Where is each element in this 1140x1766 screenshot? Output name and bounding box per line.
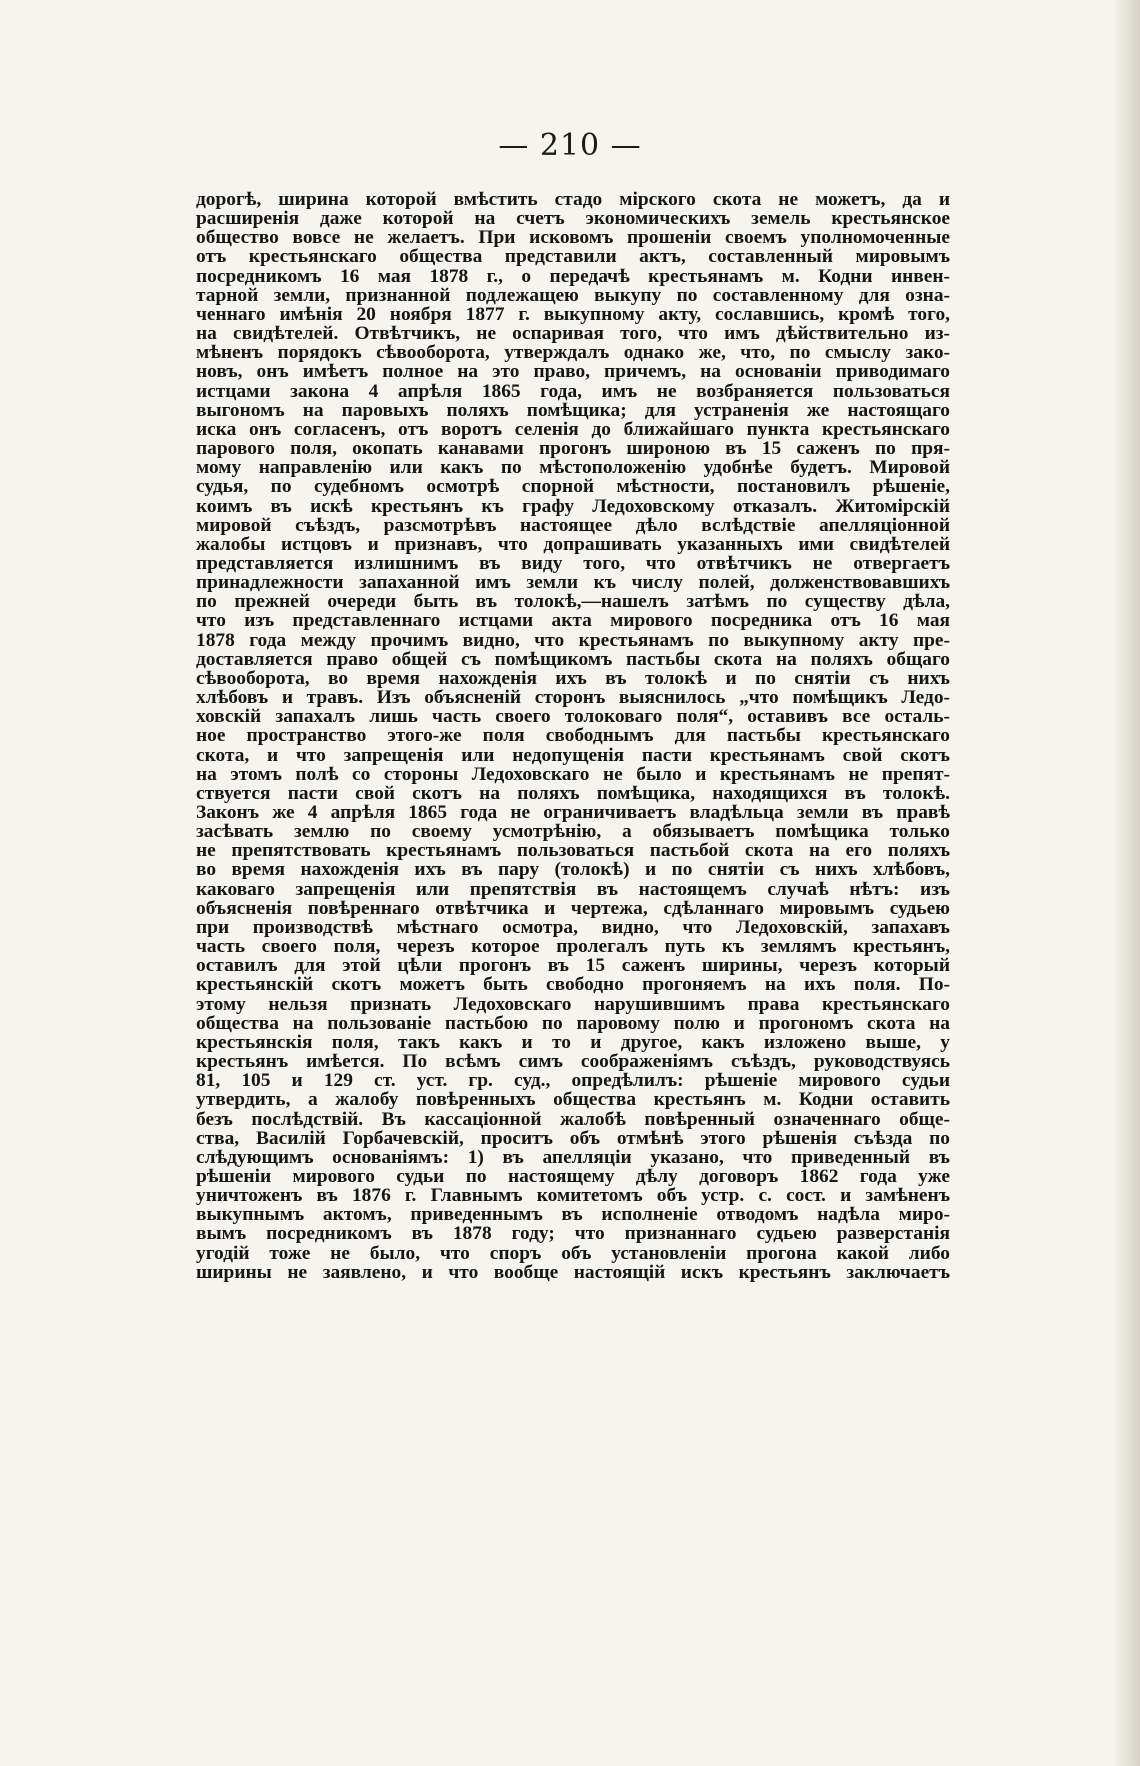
text-line: на свидѣтелей. Отвѣтчикъ, не оспаривая того, что имъ дѣйствительно из- xyxy=(196,323,950,345)
text-line: ствуется пасти свой скотъ на поляхъ помѣщика, находящихся въ толокѣ. xyxy=(196,782,950,804)
text-line: 1878 года между прочимъ видно, что крестьянамъ по выкупному акту пре- xyxy=(196,629,950,651)
text-line: коимъ въ искѣ крестьянъ къ графу Ледоховскому отказалъ. Житомірскій xyxy=(196,495,950,517)
text-line: принадлежности запаханной имъ земли къ числу полей, долженствовавшихъ xyxy=(196,572,950,594)
text-line: выгономъ на паровыхъ поляхъ помѣщика; для устраненія же настоящаго xyxy=(196,399,950,421)
text-line: общество вовсе не желаетъ. При исковомъ прошеніи своемъ уполномоченные xyxy=(196,227,950,249)
text-line: ства, Василій Горбачевскій, проситъ объ отмѣнѣ этого рѣшенія съѣзда по xyxy=(196,1127,950,1149)
text-line: часть своего поля, черезъ которое пролегалъ путь къ землямъ крестьянъ, xyxy=(196,936,950,958)
text-line: новъ, онъ имѣетъ полное на это право, причемъ, на основаніи приводимаго xyxy=(196,361,950,383)
body-text xyxy=(196,190,950,1282)
text-line: оставилъ для этой цѣли прогонъ въ 15 саженъ ширины, черезъ который xyxy=(196,955,950,977)
text-line: безъ послѣдствій. Въ кассаціонной жалобѣ повѣренный означеннаго обще- xyxy=(196,1108,950,1130)
text-line: доставляется право общей съ помѣщикомъ пастьбы скота на поляхъ общаго xyxy=(196,648,950,670)
text-line: этому нельзя признать Ледоховскаго нарушившимъ права крестьянскаго xyxy=(196,993,950,1015)
text-line: ховскій запахалъ лишь часть своего толоковаго поля“, оставивъ все осталь- xyxy=(196,706,950,728)
text-line: жалобы истцовъ и признавъ, что допрашивать указанныхъ ими свидѣтелей xyxy=(196,533,950,555)
text-line: судья, по судебномъ осмотрѣ спорной мѣстности, постановилъ рѣшеніе, xyxy=(196,476,950,498)
text-line: иска онъ согласенъ, отъ воротъ селенія до ближайшаго пункта крестьянскаго xyxy=(196,418,950,440)
text-line: вымъ посредникомъ въ 1878 году; что признаннаго судьею разверстанія xyxy=(196,1223,950,1245)
text-line: ченнаго имѣнія 20 ноября 1877 г. выкупному акту, сославшись, кромѣ того, xyxy=(196,303,950,325)
text-line: тарной земли, признанной подлежащею выкупу по составленному для озна- xyxy=(196,284,950,306)
text-line: что изъ представленнаго истцами акта мирового посредника отъ 16 мая xyxy=(196,610,950,632)
text-line: посредникомъ 16 мая 1878 г., о передачѣ крестьянамъ м. Кодни инвен- xyxy=(196,265,950,287)
text-line: Законъ же 4 апрѣля 1865 года не ограничиваетъ владѣльца земли въ правѣ xyxy=(196,802,950,823)
text-line: общества на пользованіе пастьбою по паровому полю и прогономъ скота на xyxy=(196,1012,950,1034)
text-line: на этомъ полѣ со стороны Ледоховскаго не было и крестьянамъ не препят- xyxy=(196,763,950,785)
text-line: истцами закона 4 апрѣля 1865 года, имъ не возбраняется пользоваться xyxy=(196,380,950,402)
text-line: ное пространство этого-же поля свободнымъ для пастьбы крестьянскаго xyxy=(196,725,950,747)
text-line: мѣненъ порядокъ сѣвооборота, утверждалъ однако же, что, по смыслу зако- xyxy=(196,342,950,364)
text-line: мому направленію или какъ по мѣстоположенію удобнѣе будетъ. Мировой xyxy=(196,457,950,479)
page-number: — 210 — xyxy=(498,128,642,163)
text-line: сѣвооборота, во время нахожденія ихъ въ толокѣ и по снятіи съ нихъ xyxy=(196,667,950,689)
text-line: расширенія даже которой на счетъ экономическихъ земель крестьянское xyxy=(196,208,950,230)
page-edge-shadow xyxy=(1114,0,1140,1766)
text-line: отъ крестьянскаго общества представили актъ, составленный мировымъ xyxy=(196,246,950,268)
text-line: каковаго запрещенія или препятствія въ настоящемъ случаѣ нѣтъ: изъ xyxy=(196,878,950,900)
text-line: утвердить, а жалобу повѣренныхъ общества крестьянъ м. Кодни оставить xyxy=(196,1089,950,1111)
text-line: представляется излишнимъ въ виду того, что отвѣтчикъ не отвергаетъ xyxy=(196,552,950,574)
text-line: угодій тоже не было, что споръ объ установленіи прогона какой либо xyxy=(196,1242,950,1264)
text-line: 81, 105 и 129 ст. уст. гр. суд., опредѣлилъ: рѣшеніе мирового судьи xyxy=(196,1070,950,1092)
text-line: по прежней очереди быть въ толокѣ,—нашелъ затѣмъ по существу дѣла, xyxy=(196,591,950,613)
text-line: крестьянъ имѣется. По всѣмъ симъ соображеніямъ съѣздъ, руководствуясь xyxy=(196,1051,950,1073)
text-line: засѣвать землю по своему усмотрѣнію, а обязываетъ помѣщика только xyxy=(196,821,950,843)
text-line: выкупнымъ актомъ, приведеннымъ въ исполненіе отводомъ надѣла миро- xyxy=(196,1204,950,1226)
text-line: парового поля, окопать канавами прогонъ широною въ 15 саженъ по пря- xyxy=(196,438,950,460)
text-line: уничтоженъ въ 1876 г. Главнымъ комитетомъ объ устр. с. сост. и замѣненъ xyxy=(196,1185,950,1207)
text-line: при производствѣ мѣстнаго осмотра, видно, что Ледоховскій, запахавъ xyxy=(196,916,950,938)
text-line: слѣдующимъ основаніямъ: 1) въ апелляціи указано, что приведенный въ xyxy=(196,1146,950,1168)
text-line: во время нахожденія ихъ въ пару (толокѣ) и по снятіи съ нихъ хлѣбовъ, xyxy=(196,859,950,881)
text-line: ширины не заявлено, и что вообще настоящій искъ крестьянъ заключаетъ xyxy=(196,1261,950,1283)
text-line: рѣшеніи мирового судьи по настоящему дѣлу договоръ 1862 года уже xyxy=(196,1165,950,1187)
text-line: не препятствовать крестьянамъ пользоваться пастьбой скота на его поляхъ xyxy=(196,840,950,862)
text-line: скота, и что запрещенія или недопущенія пасти крестьянамъ свой скотъ xyxy=(196,744,950,766)
text-line: хлѣбовъ и травъ. Изъ объясненій сторонъ выяснилось „что помѣщикъ Ледо- xyxy=(196,687,950,709)
text-line: объясненія повѣреннаго отвѣтчика и чертежа, сдѣланнаго мировымъ судьею xyxy=(196,897,950,919)
text-line: крестьянскій скотъ можетъ быть свободно прогоняемъ на ихъ поля. По- xyxy=(196,974,950,996)
text-line: дорогѣ, ширина которой вмѣстить стадо мірского скота не можетъ, да и xyxy=(196,189,950,210)
text-line: мировой съѣздъ, разсмотрѣвъ настоящее дѣло вслѣдствіе апелляціонной xyxy=(196,514,950,536)
text-line: крестьянскія поля, такъ какъ и то и другое, какъ изложено выше, у xyxy=(196,1031,950,1053)
